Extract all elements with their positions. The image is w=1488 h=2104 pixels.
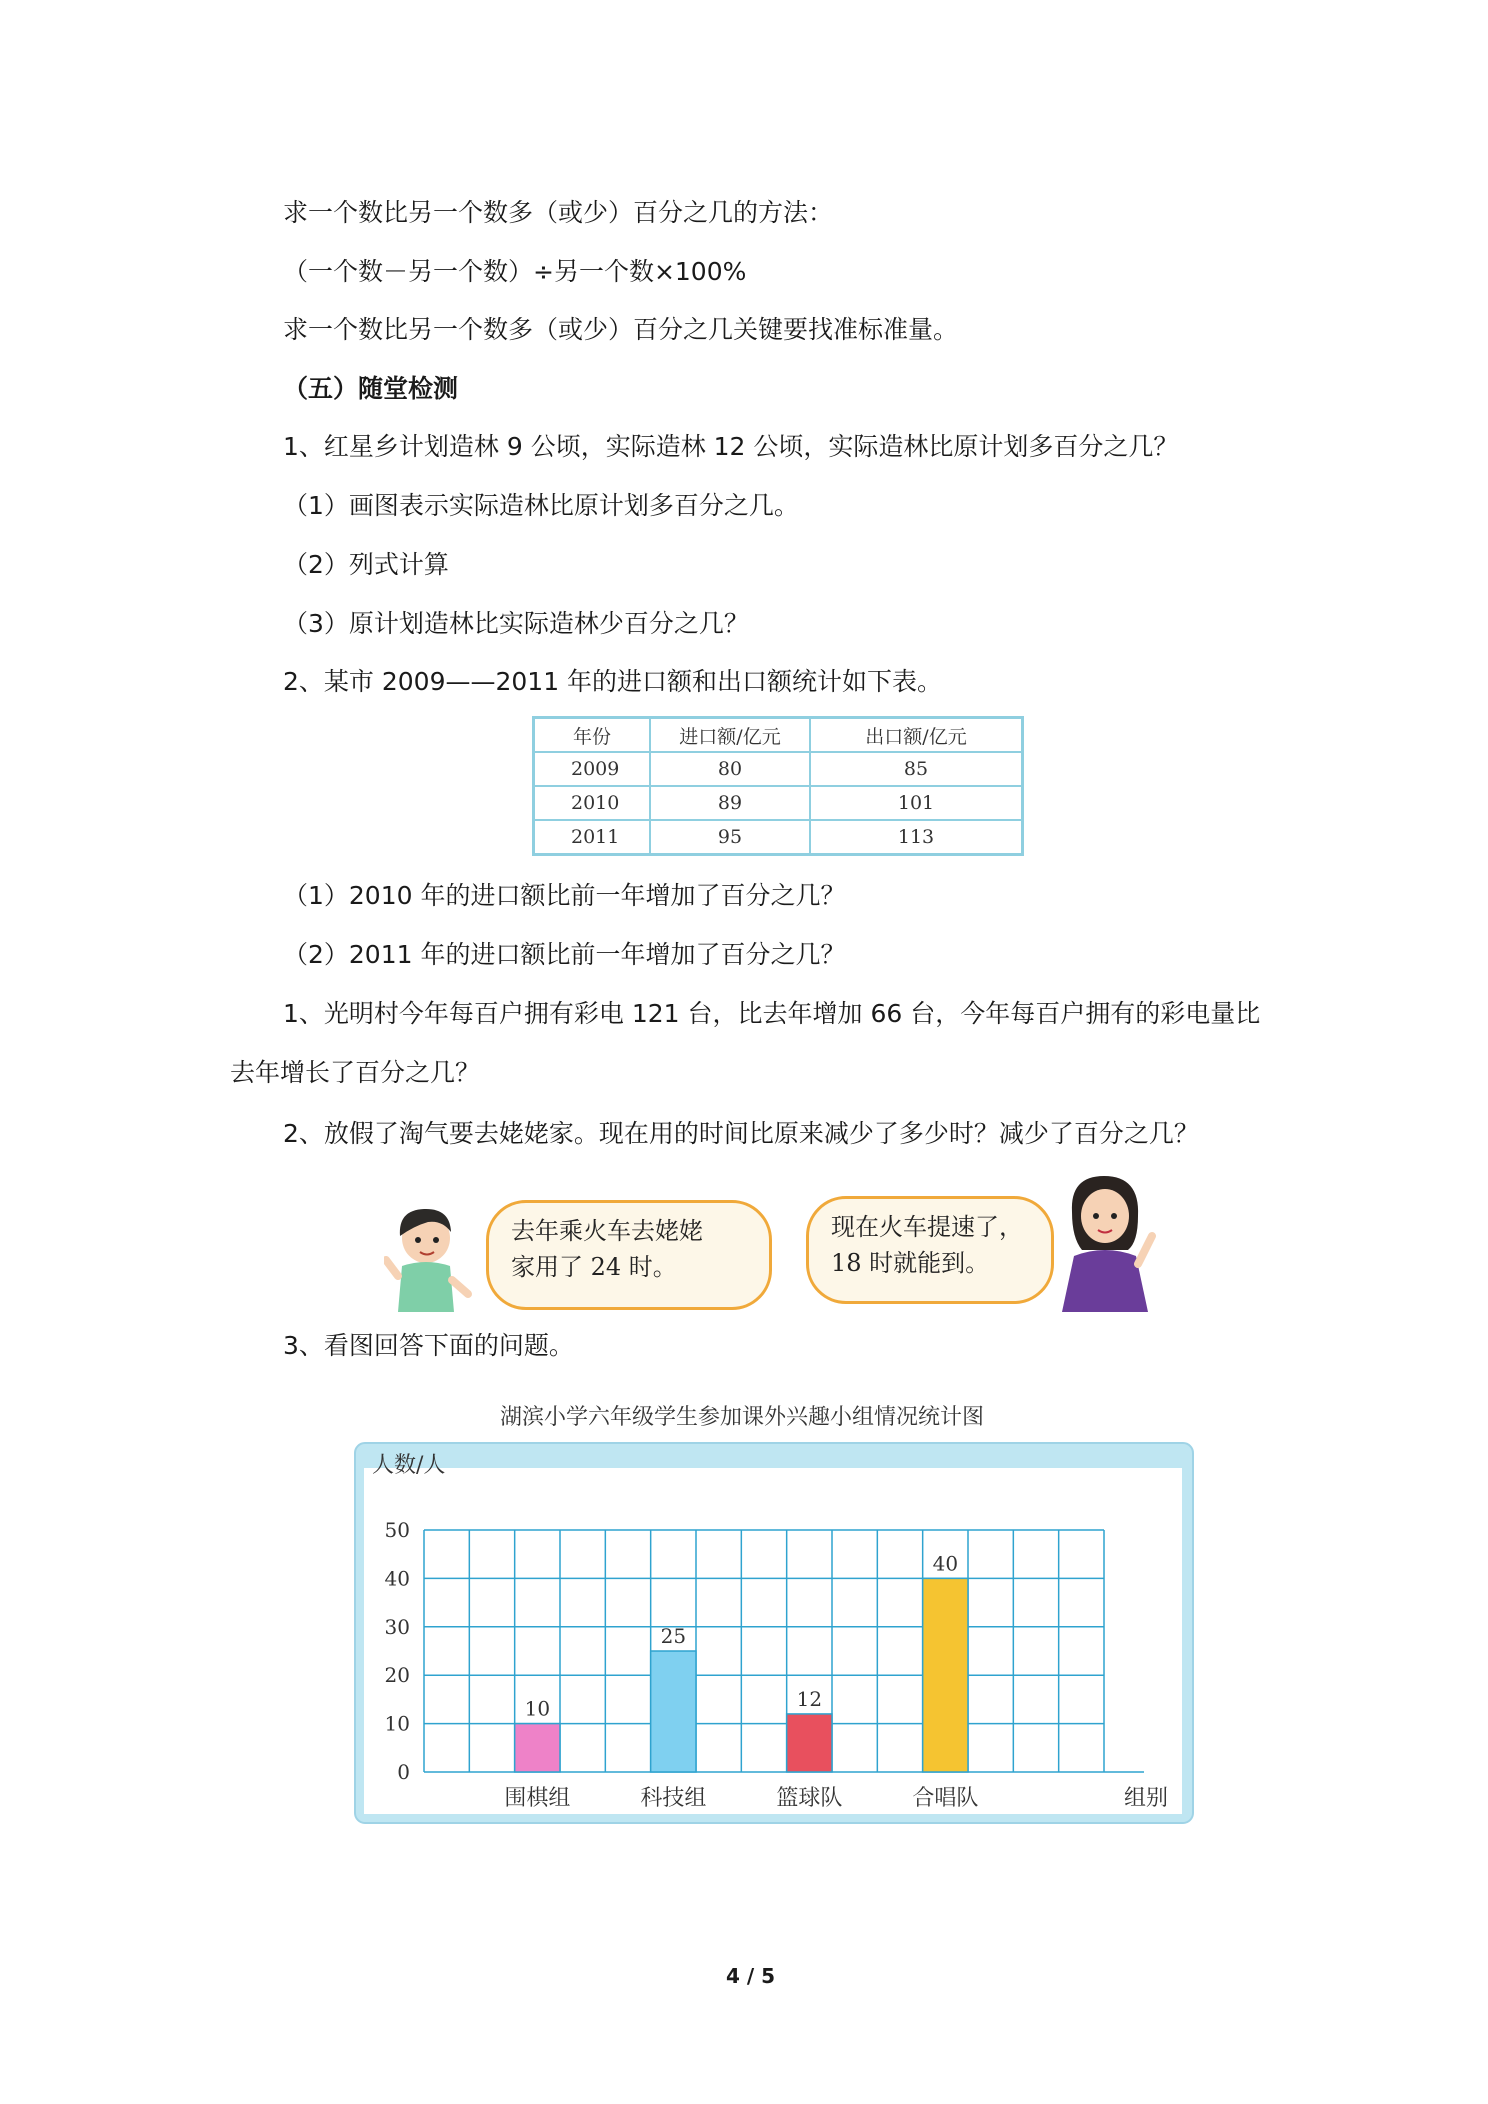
x-tick-label: 围棋组 — [504, 1786, 571, 1811]
x-tick-label: 科技组 — [640, 1786, 707, 1811]
table-row — [534, 820, 1023, 855]
method-line-3: 求一个数比另一个数多（或少）百分之几关键要找准标准量。 — [283, 315, 959, 344]
y-tick-label: 10 — [384, 1711, 410, 1736]
woman-illustration — [1052, 1172, 1162, 1312]
table-cell-import: 80 — [650, 752, 810, 786]
bar-3 — [787, 1714, 832, 1772]
table-cell-export: 101 — [810, 786, 1023, 820]
table-row — [534, 752, 1023, 786]
y-tick-label: 20 — [384, 1663, 410, 1688]
question-1-sub-3: （3）原计划造林比实际造林少百分之几？ — [283, 609, 749, 638]
y-tick-label: 50 — [384, 1518, 410, 1542]
bar-value-label: 10 — [524, 1696, 551, 1721]
speech-bubble-woman — [806, 1196, 1054, 1304]
section-heading: （五）随堂检测 — [283, 374, 459, 403]
bubble-boy-line-1: 去年乘火车去姥姥 — [511, 1217, 703, 1245]
y-tick-label: 0 — [397, 1760, 410, 1784]
page-number: 4 / 5 — [726, 1964, 776, 1988]
question-5: 3、看图回答下面的问题。 — [283, 1331, 574, 1360]
table-cell-export: 85 — [810, 752, 1023, 786]
bar-value-label: 12 — [796, 1686, 823, 1711]
bubble-woman-line-2: 18 时就能到。 — [831, 1249, 990, 1277]
boy-illustration — [384, 1200, 474, 1318]
x-axis-label: 组别 — [1124, 1786, 1169, 1811]
x-tick-label: 合唱队 — [912, 1786, 979, 1811]
table-header-export: 出口额/亿元 — [810, 718, 1023, 753]
table-header-import: 进口额/亿元 — [650, 718, 810, 753]
bar-value-label: 40 — [932, 1551, 959, 1576]
table-cell-year: 2009 — [534, 752, 651, 786]
bar-chart — [354, 1442, 1194, 1824]
question-3-line-2: 去年增长了百分之几？ — [230, 1058, 481, 1087]
y-axis-label: 人数/人 — [372, 1453, 446, 1478]
bar-1 — [515, 1724, 560, 1772]
question-3-line-1: 1、光明村今年每百户拥有彩电 121 台，比去年增加 66 台，今年每百户拥有的彩电量比 — [283, 999, 1261, 1028]
table-header-row — [534, 718, 1023, 753]
bar-4 — [923, 1578, 968, 1772]
question-2: 2、某市 2009——2011 年的进口额和出口额统计如下表。 — [283, 667, 943, 696]
trade-table — [532, 716, 1024, 856]
bubble-woman-line-1: 现在火车提速了， — [831, 1213, 1023, 1241]
table-header-year: 年份 — [534, 718, 651, 753]
y-tick-label: 40 — [384, 1566, 410, 1591]
question-2-sub-2: （2）2011 年的进口额比前一年增加了百分之几？ — [283, 940, 846, 969]
table-cell-import: 95 — [650, 820, 810, 855]
x-tick-label: 篮球队 — [776, 1786, 843, 1811]
table-cell-year: 2011 — [534, 820, 651, 855]
chart-title: 湖滨小学六年级学生参加课外兴趣小组情况统计图 — [500, 1405, 985, 1430]
y-tick-label: 30 — [384, 1614, 410, 1639]
method-formula: （一个数－另一个数）÷另一个数×100% — [283, 257, 747, 286]
question-1-sub-1: （1）画图表示实际造林比原计划多百分之几。 — [283, 491, 799, 520]
bubble-boy-line-2: 家用了 24 时。 — [511, 1253, 677, 1281]
method-line-1: 求一个数比另一个数多（或少）百分之几的方法： — [283, 198, 834, 227]
question-2-sub-1: （1）2010 年的进口额比前一年增加了百分之几？ — [283, 881, 846, 910]
bar-2 — [651, 1651, 696, 1772]
table-cell-import: 89 — [650, 786, 810, 820]
bar-value-label: 25 — [660, 1624, 687, 1648]
speech-bubble-boy — [486, 1200, 772, 1310]
table-row — [534, 786, 1023, 820]
question-1-sub-2: （2）列式计算 — [283, 550, 449, 579]
table-cell-year: 2010 — [534, 786, 651, 820]
question-4: 2、放假了淘气要去姥姥家。现在用的时间比原来减少了多少时？减少了百分之几？ — [283, 1119, 1199, 1148]
table-cell-export: 113 — [810, 820, 1023, 855]
question-1: 1、红星乡计划造林 9 公顷，实际造林 12 公顷，实际造林比原计划多百分之几？ — [283, 432, 1179, 461]
